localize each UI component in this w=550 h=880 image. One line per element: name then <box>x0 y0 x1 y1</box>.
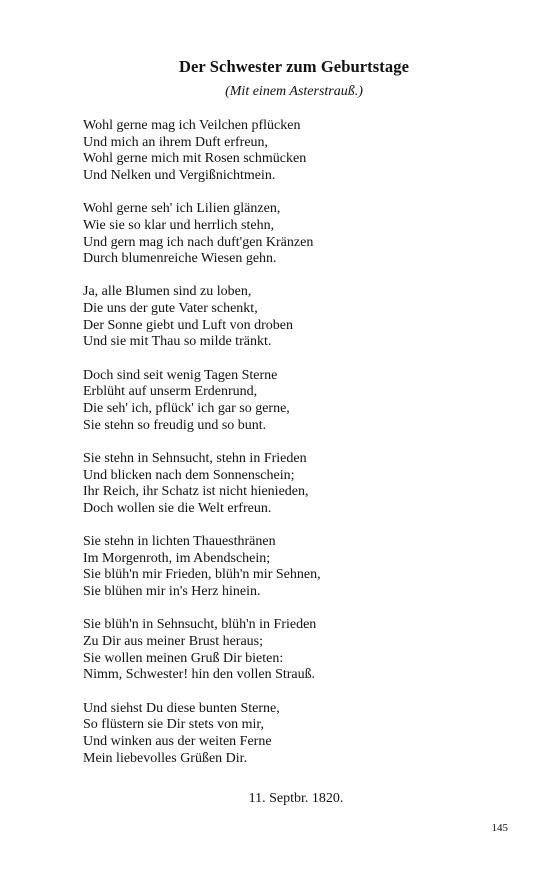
poem-line: So flüstern sie Dir stets von mir, <box>83 717 265 733</box>
stanza-1 <box>83 118 483 185</box>
stanza-3 <box>83 284 483 351</box>
stanza-8 <box>83 701 483 768</box>
poem-line: Wohl gerne seh' ich Lilien glänzen, <box>83 201 281 217</box>
poem-line: Nimm, Schwester! hin den vollen Strauß. <box>83 667 316 683</box>
stanza-7 <box>83 617 483 684</box>
poem-line: Und Nelken und Vergißnichtmein. <box>83 167 276 183</box>
stanza-2 <box>83 201 483 268</box>
stanza-6 <box>83 534 483 601</box>
poem-line: Und sie mit Thau so milde tränkt. <box>83 334 272 350</box>
poem-line: Sie stehn so freudig und so bunt. <box>83 417 267 433</box>
poem-line: Sie stehn in lichten Thauesthränen <box>83 534 276 550</box>
poem-line: Und siehst Du diese bunten Sterne, <box>83 700 280 716</box>
poem-line: Im Morgenroth, im Abendschein; <box>83 550 271 566</box>
stanza-5 <box>83 451 483 518</box>
poem-line: Wohl gerne mich mit Rosen schmücken <box>83 151 307 167</box>
poem-line: Und mich an ihrem Duft erfreun, <box>83 134 269 150</box>
poem-line: Sie blühen mir in's Herz hinein. <box>83 584 261 600</box>
page-number: 145 <box>491 822 508 834</box>
poem-line: Durch blumenreiche Wiesen gehn. <box>83 251 277 267</box>
poem-line: Und winken aus der weiten Ferne <box>83 733 272 749</box>
poem-line: Mein liebevolles Grüßen Dir. <box>83 750 248 766</box>
poem-line: Erblüht auf unserm Erdenrund, <box>83 384 258 400</box>
poem-line: Sie blüh'n mir Frieden, blüh'n mir Sehnen, <box>83 567 321 583</box>
poem-line: Und blicken nach dem Sonnenschein; <box>83 467 295 483</box>
poem-line: Ja, alle Blumen sind zu loben, <box>83 284 252 300</box>
poem-line: Die uns der gute Vater schenkt, <box>83 301 258 317</box>
poem-line: Und gern mag ich nach duft'gen Kränzen <box>83 234 314 250</box>
poem-line: Sie wollen meinen Gruß Dir bieten: <box>83 650 284 666</box>
poem-subtitle: (Mit einem Asterstrauß.) <box>225 84 363 99</box>
poem-line: Doch sind seit wenig Tagen Sterne <box>83 367 278 383</box>
stanza-4 <box>83 368 483 435</box>
poem-date: 11. Septbr. 1820. <box>248 791 344 806</box>
poem-line: Ihr Reich, ihr Schatz ist nicht hienieden, <box>83 484 309 500</box>
poem-line: Zu Dir aus meiner Brust heraus; <box>83 633 264 649</box>
poem-line: Die seh' ich, pflück' ich gar so gerne, <box>83 400 290 416</box>
poem-line: Doch wollen sie die Welt erfreun. <box>83 500 272 516</box>
poem-line: Wohl gerne mag ich Veilchen pflücken <box>83 118 301 133</box>
poem-line: Sie stehn in Sehnsucht, stehn in Frieden <box>83 450 307 466</box>
poem-title: Der Schwester zum Geburtstage <box>178 57 410 76</box>
poem-body <box>83 118 483 784</box>
poem-line: Wie sie so klar und herrlich stehn, <box>83 217 275 233</box>
poem-line: Sie blüh'n in Sehnsucht, blüh'n in Frieden <box>83 617 317 633</box>
poem-line: Der Sonne giebt und Luft von droben <box>83 317 293 333</box>
